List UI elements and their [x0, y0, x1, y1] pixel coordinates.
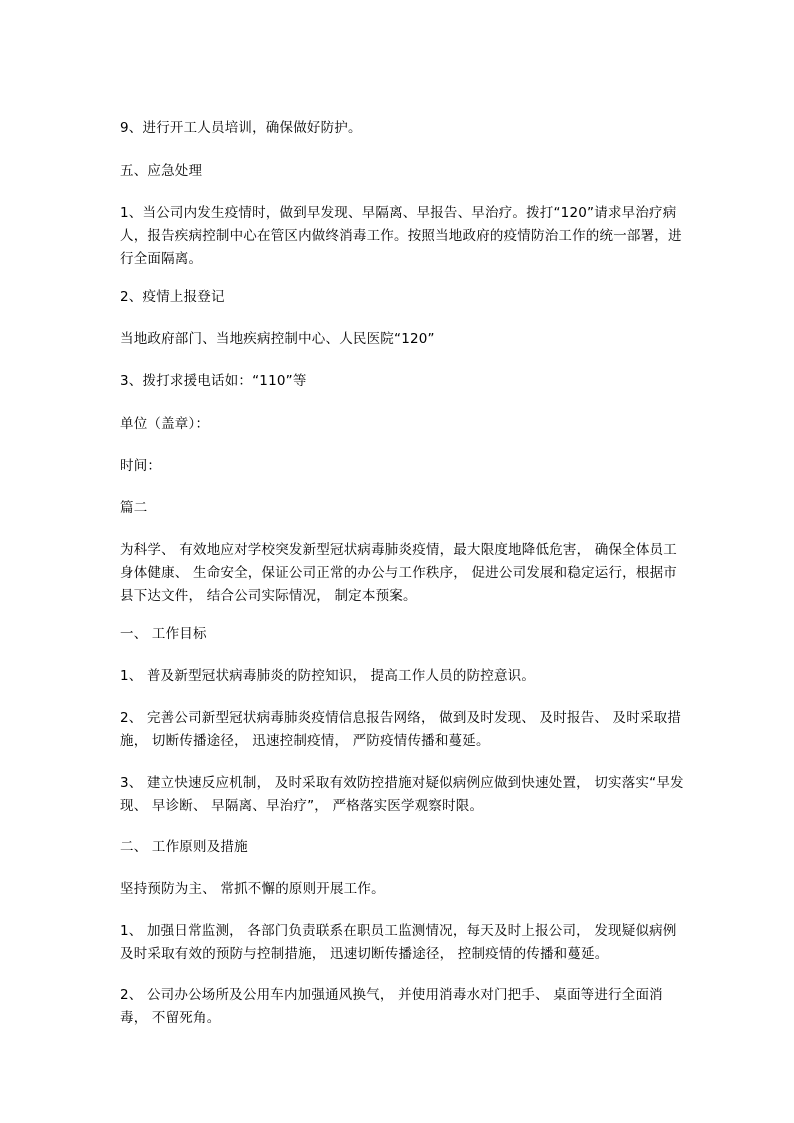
part-two-heading: 篇二	[120, 500, 148, 516]
paragraph-emergency-3: 3、拨打求援电话如：“110”等	[120, 373, 307, 389]
seal-label: 单位（盖章）：	[120, 416, 210, 432]
paragraph-emergency-1: 1、当公司内发生疫情时，做到早发现、早隔离、早报告、早治疗。拨打“120”请求早治疗病人，报告疾病控制中心在管区内做终消毒工作。按照当地政府的疫情防治工作的统一部署，进行全面隔离。	[120, 205, 682, 267]
paragraph-emergency-2: 2、疫情上报登记	[120, 289, 225, 305]
section-heading-emergency: 五、应急处理	[120, 163, 203, 179]
paragraph-intro: 为科学、 有效地应对学校突发新型冠状病毒肺炎疫情，最大限度地降低危害， 确保全体员工身体健康、 生命安全，保证公司正常的办公与工作秩序， 促进公司发展和稳定运行，根据市县下达文件， 结合公司实际情况， 制定本预案。	[120, 542, 677, 604]
paragraph-item-9: 9、进行开工人员培训，确保做好防护。	[120, 120, 362, 136]
paragraph-goal-1: 1、 普及新型冠状病毒肺炎的防控知识， 提高工作人员的防控意识。	[120, 668, 536, 684]
paragraph-principle: 坚持预防为主、 常抓不懈的原则开展工作。	[120, 881, 385, 897]
section-heading-goals: 一、 工作目标	[120, 626, 207, 642]
paragraph-report-units: 当地政府部门、当地疾病控制中心、人民医院“120”	[120, 331, 435, 347]
paragraph-goal-2: 2、 完善公司新型冠状病毒肺炎疫情信息报告网络， 做到及时发现、 及时报告、 及时采取措施， 切断传播途径， 迅速控制疫情， 严防疫情传播和蔓延。	[120, 710, 682, 749]
section-heading-principles: 二、 工作原则及措施	[120, 839, 248, 855]
paragraph-goal-3: 3、 建立快速反应机制， 及时采取有效防控措施对疑似病例应做到快速处置， 切实落实“早发现、 早诊断、 早隔离、早治疗”， 严格落实医学观察时限。	[120, 775, 684, 814]
paragraph-measure-2: 2、 公司办公场所及公用车内加强通风换气， 并使用消毒水对门把手、 桌面等进行全面消毒， 不留死角。	[120, 987, 663, 1026]
date-label: 时间：	[120, 458, 162, 474]
paragraph-measure-1: 1、 加强日常监测， 各部门负责联系在职员工监测情况，每天及时上报公司， 发现疑似病例及时采取有效的预防与控制措施， 迅速切断传播途径， 控制疫情的传播和蔓延。	[120, 923, 677, 962]
